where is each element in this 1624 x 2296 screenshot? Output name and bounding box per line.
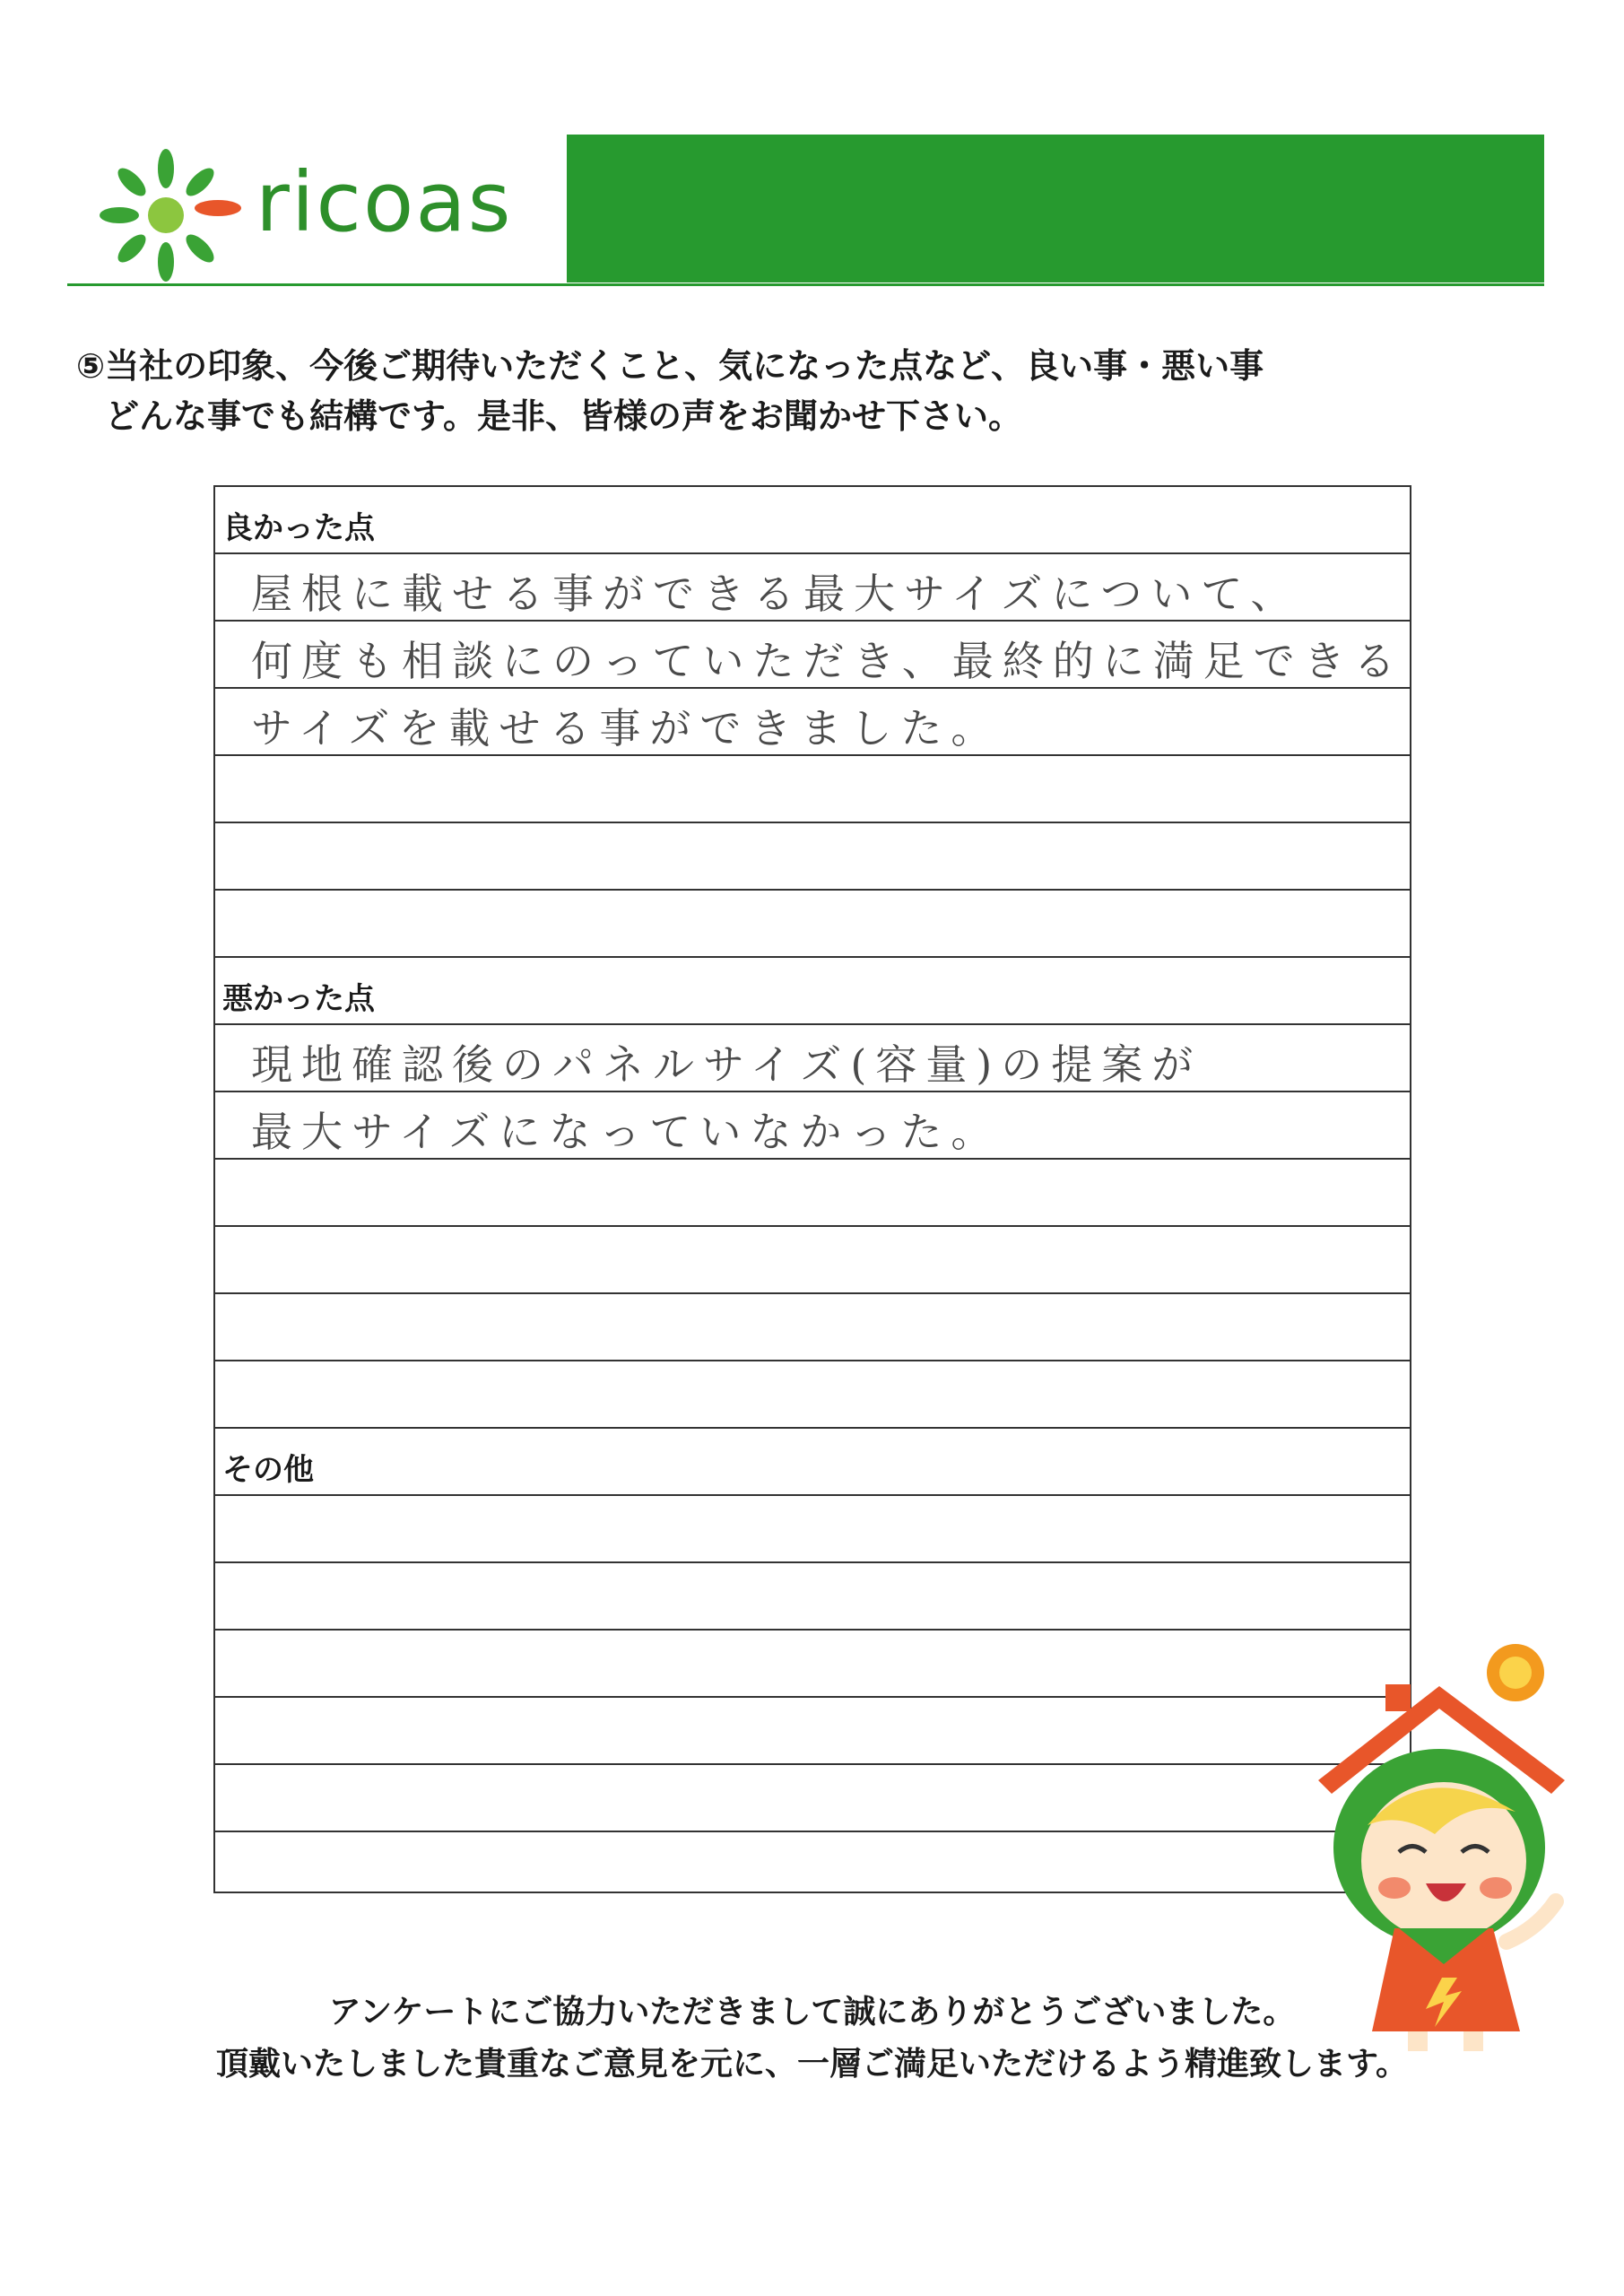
answer-line [215, 891, 1410, 958]
answer-line [215, 554, 1410, 622]
answer-line [215, 756, 1410, 823]
question-text [76, 341, 1264, 441]
answer-line [215, 1294, 1410, 1361]
answer-line [215, 1092, 1410, 1160]
answer-line [215, 1698, 1410, 1765]
answer-line [215, 622, 1410, 689]
answer-line [215, 1563, 1410, 1631]
answer-line [215, 1361, 1410, 1429]
good-line-2: 何度も相談にのっていただき、最終的に満足できる [251, 637, 1404, 685]
answer-line [215, 1025, 1410, 1092]
ricoas-logo [85, 144, 551, 287]
bad-label: 悪かった点 [222, 981, 375, 1017]
footer-line-1: アンケートにご協力いただきまして誠にありがとうございました。 [328, 1994, 1296, 2031]
header-divider [67, 283, 1544, 286]
bad-line-2: 最大サイズになっていなかった。 [251, 1108, 1002, 1156]
good-label: 良かった点 [222, 510, 375, 546]
footer-line-2: 頂戴いたしました貴重なご意見を元に、一層ご満足いただけるよう精進致します。 [215, 2046, 1409, 2083]
question-line-2: どんな事でも結構です。是非、皆様の声をお聞かせ下さい。 [105, 396, 1022, 436]
section-header-good [215, 487, 1410, 554]
answer-line [215, 1765, 1410, 1832]
sun-leaf-icon [85, 144, 265, 287]
answer-line [215, 689, 1410, 756]
other-label: その他 [222, 1452, 314, 1488]
answer-line [215, 823, 1410, 891]
bad-line-1: 現地確認後のパネルサイズ(容量)の提案が [251, 1040, 1203, 1089]
good-line-3: サイズを載せる事ができました。 [251, 704, 1002, 752]
good-line-1: 屋根に載せる事ができる最大サイズについて、 [251, 570, 1301, 618]
footer-message [0, 1987, 1624, 2091]
section-header-other [215, 1429, 1410, 1496]
question-line-1: ⑤当社の印象、今後ご期待いただくこと、気になった点など、良い事・悪い事 [76, 346, 1264, 386]
header-green-bar [567, 135, 1544, 283]
answer-line [215, 1160, 1410, 1227]
answer-line [215, 1496, 1410, 1563]
answer-box [213, 485, 1411, 1893]
answer-line [215, 1227, 1410, 1294]
brand-name: ricoas [256, 154, 513, 250]
section-header-bad [215, 958, 1410, 1025]
sun-icon [1487, 1644, 1544, 1701]
answer-line [215, 1631, 1410, 1698]
